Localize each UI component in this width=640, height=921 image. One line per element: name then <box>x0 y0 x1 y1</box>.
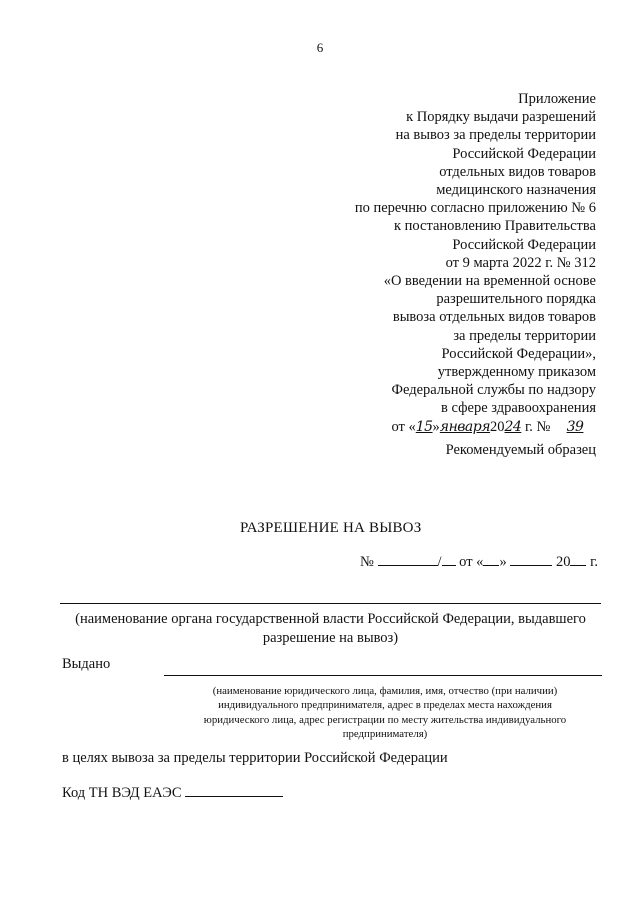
permit-suffix-blank[interactable] <box>442 551 456 566</box>
order-quote-close: » <box>432 418 440 435</box>
appendix-line: Российской Федерации», <box>441 345 596 362</box>
page-number: 6 <box>316 40 324 55</box>
appendix-line: медицинского назначения <box>436 182 596 199</box>
day-blank[interactable] <box>483 551 499 566</box>
code-blank[interactable] <box>185 782 283 797</box>
date-from-open: от « <box>459 554 484 570</box>
recipient-caption: (наименование юридического лица, фамилия, имя, отчество (при наличии) индивидуального предпринимателя, адрес в пределах места нахождения юридического лица, адрес регистрации по месту жительства индивидуального предпринимателя) <box>203 685 567 741</box>
appendix-line: «О введении на временной основе <box>383 273 596 290</box>
order-number-handwritten: 39 <box>566 418 584 435</box>
date-close-quote: » <box>499 554 507 570</box>
order-year-prefix: 20 <box>490 418 505 435</box>
order-month-handwritten: января <box>439 418 491 435</box>
appendix-line: Российской Федерации <box>452 145 596 162</box>
appendix-line: к Порядку выдачи разрешений <box>406 109 596 126</box>
appendix-line: Федеральной службы по надзору <box>391 382 596 399</box>
document-title: РАЗРЕШЕНИЕ НА ВЫВОЗ <box>240 520 422 536</box>
appendix-line: отдельных видов товаров <box>439 163 596 180</box>
appendix-line: к постановлению Правительства <box>394 218 596 235</box>
order-date-prefix: от « <box>391 418 416 435</box>
authority-line[interactable] <box>60 603 601 604</box>
code-line <box>62 782 283 802</box>
order-date-line <box>236 418 596 436</box>
order-number-label: г. № <box>521 418 554 435</box>
appendix-line: по перечню согласно приложению № 6 <box>354 200 596 217</box>
appendix-block <box>236 90 596 436</box>
issued-to-line[interactable] <box>164 675 602 676</box>
appendix-line: Российской Федерации <box>452 236 596 253</box>
authority-caption: (наименование органа государственной власти Российской Федерации, выдавшего разрешение на вывоз) <box>75 611 586 646</box>
appendix-line: на вывоз за пределы территории <box>395 127 596 144</box>
month-blank[interactable] <box>510 551 552 566</box>
appendix-line: утвержденному приказом <box>437 364 596 381</box>
order-year-handwritten: 24 <box>504 418 522 435</box>
order-day-handwritten: 15 <box>415 418 433 435</box>
number-sign: № <box>360 554 374 570</box>
recommended-sample-label: Рекомендуемый образец <box>445 442 596 458</box>
appendix-line: вывоза отдельных видов товаров <box>392 309 596 326</box>
appendix-line: разрешительного порядка <box>436 291 596 308</box>
appendix-line: от 9 марта 2022 г. № 312 <box>445 254 596 271</box>
appendix-line: за пределы территории <box>453 327 596 344</box>
year-g: г. <box>590 554 598 570</box>
appendix-line: Приложение <box>518 91 596 107</box>
issued-label: Выдано <box>62 656 111 672</box>
permit-number-blank[interactable] <box>378 551 438 566</box>
purpose-text: в целях вывоза за пределы территории Российской Федерации <box>62 750 448 766</box>
appendix-line: в сфере здравоохранения <box>441 400 596 417</box>
permit-number-line <box>360 551 598 571</box>
appendix-lines <box>236 90 596 418</box>
year-blank[interactable] <box>570 551 586 566</box>
code-label: Код ТН ВЭД ЕАЭС <box>62 785 182 801</box>
number-slash: / <box>437 554 442 570</box>
year-prefix: 20 <box>555 554 571 570</box>
